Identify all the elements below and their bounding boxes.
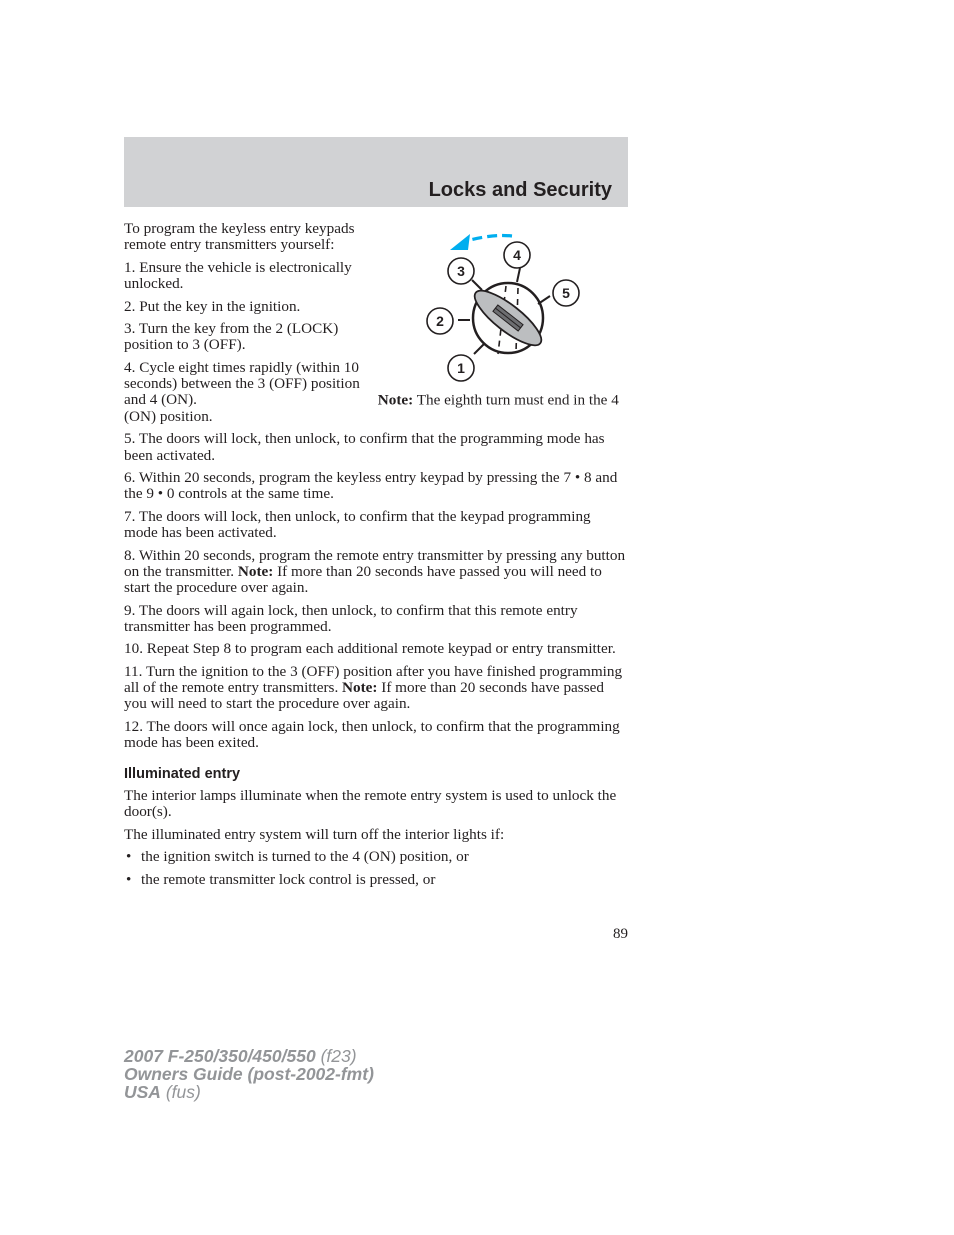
- position-label-1: 1: [457, 360, 465, 376]
- step-4-note-label: Note:: [377, 391, 414, 409]
- footer-model-code: (f23): [315, 1046, 357, 1066]
- step-4-text: 4. Cycle eight times rapidly (within 10 seconds) between the 3 (OFF) position and 4 (ON).: [124, 358, 360, 409]
- step-8-text: 8. Within 20 seconds, program the remote entry transmitter by pressing any button on the transmitter.: [124, 546, 626, 580]
- position-label-4: 4: [513, 247, 521, 263]
- illuminated-p2: The illuminated entry system will turn off the interior lights if:: [124, 825, 505, 843]
- step-4: [124, 360, 628, 425]
- section-header-band: [124, 137, 628, 207]
- footer-market-code: (fus): [160, 1082, 201, 1102]
- illuminated-entry-heading: Illuminated entry: [124, 765, 241, 782]
- step-9: 9. The doors will again lock, then unlock, to confirm that this remote entry transmitter has been programmed.: [124, 601, 578, 635]
- step-11: [124, 664, 628, 713]
- step-11-note: If more than 20 seconds have passed you will need to start the procedure over again.: [124, 679, 604, 713]
- list-item: • the ignition switch is turned to the 4 (ON) position, or: [124, 849, 628, 865]
- footer-line-1: [124, 1047, 374, 1065]
- page-number: 89: [613, 926, 628, 942]
- step-5: 5. The doors will lock, then unlock, to confirm that the programming mode has been activated.: [124, 430, 605, 464]
- position-label-2: 2: [436, 313, 444, 329]
- footer-line-3: [124, 1083, 374, 1101]
- footer-line-2: [124, 1065, 374, 1083]
- footer: [124, 1047, 374, 1101]
- footer-market: USA: [124, 1082, 161, 1102]
- position-label-3: 3: [457, 263, 465, 279]
- step-11-text: 11. Turn the ignition to the 3 (OFF) position after you have finished programming all of the remote entry transmitters.: [124, 662, 623, 697]
- step-6: 6. Within 20 seconds, program the keyless entry keypad by pressing the 7 • 8 and the 9 • 0 controls at the same time.: [124, 468, 618, 503]
- main-text: [124, 221, 628, 894]
- step-4-note: The eighth turn must end in the 4 (ON) position.: [124, 391, 619, 425]
- illuminated-bullet-list: [124, 849, 628, 888]
- position-label-5: 5: [562, 285, 570, 301]
- step-12: 12. The doors will once again lock, then unlock, to confirm that the programming mode has been exited.: [124, 717, 620, 752]
- step-1: 1. Ensure the vehicle is electronically unlocked.: [124, 258, 352, 293]
- step-8: [124, 548, 628, 597]
- step-7: 7. The doors will lock, then unlock, to confirm that the keypad programming mode has been activated.: [124, 507, 591, 542]
- step-8-note-label: Note:: [237, 562, 274, 580]
- step-11-note-label: Note:: [342, 679, 378, 697]
- illuminated-p1: The interior lamps illuminate when the remote entry system is used to unlock the door(s).: [124, 786, 617, 821]
- step-8-note: If more than 20 seconds have passed you will need to start the procedure over again.: [124, 562, 602, 597]
- footer-guide: Owners Guide (post-2002-fmt): [124, 1064, 374, 1084]
- step-2: 2. Put the key in the ignition.: [124, 297, 301, 315]
- section-title: Locks and Security: [428, 179, 612, 201]
- step-3: 3. Turn the key from the 2 (LOCK) position to 3 (OFF).: [124, 320, 339, 354]
- footer-model: 2007 F-250/350/450/550: [124, 1046, 316, 1066]
- step-10: 10. Repeat Step 8 to program each additional remote keypad or entry transmitter.: [124, 640, 616, 658]
- list-item: • the remote transmitter lock control is pressed, or: [124, 872, 628, 888]
- program-intro: To program the keyless entry keypads remote entry transmitters yourself:: [124, 220, 355, 254]
